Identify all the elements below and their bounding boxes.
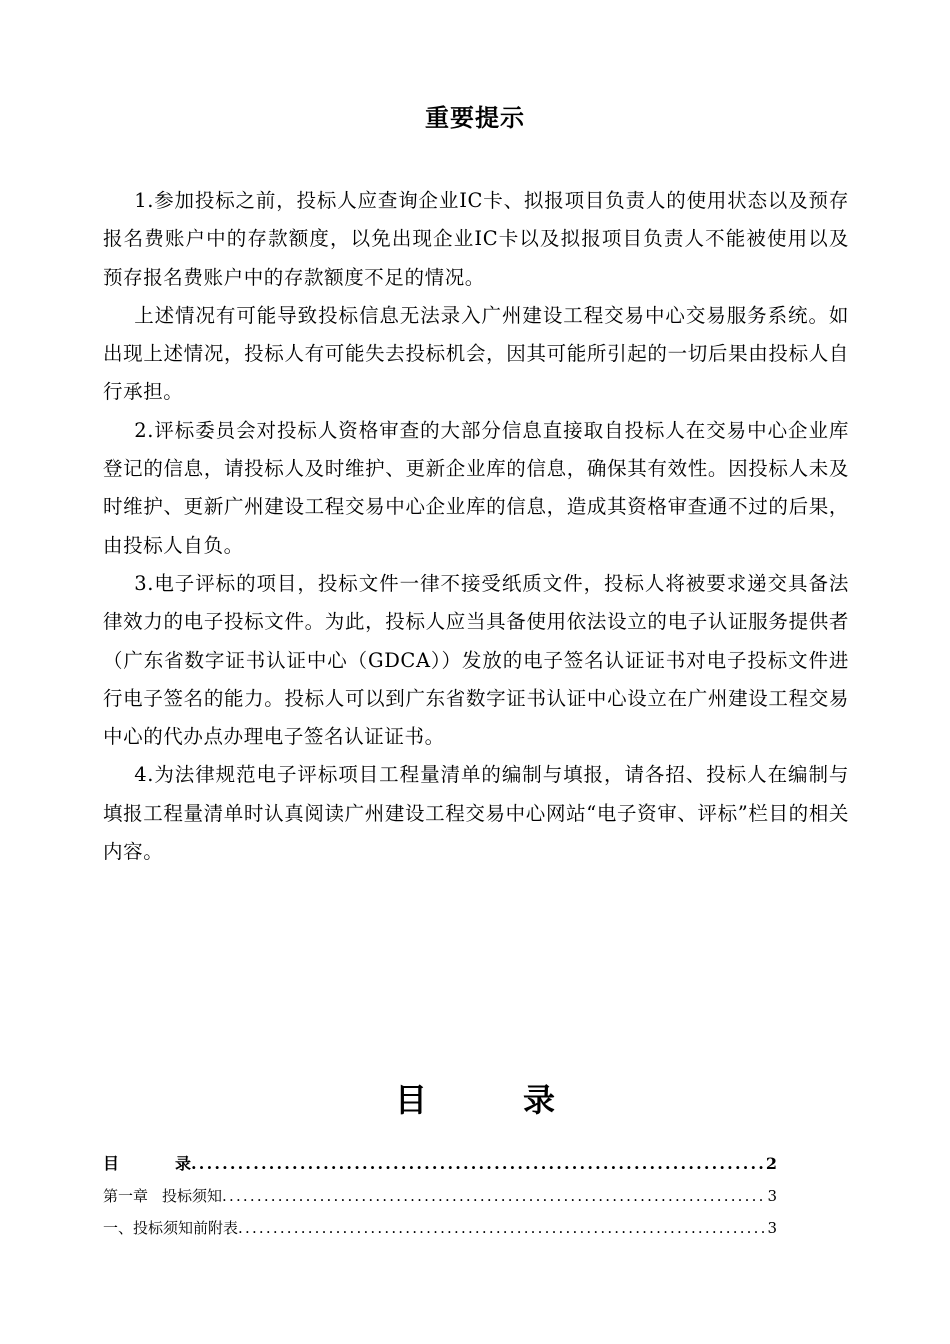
notice-title: 重要提示 <box>425 103 525 132</box>
toc-leader-dots <box>222 1180 765 1212</box>
toc-title-char-1: 目 <box>394 1081 427 1119</box>
toc-entry-page: 2 <box>765 1154 777 1173</box>
notice-paragraph-1: 1.参加投标之前，投标人应查询企业IC卡、拟报项目负责人的使用状态以及预存报名费账户中的存款额度，以免出现企业IC卡以及拟报项目负责人不能被使用以及预存报名费账户中的存款额度不足的情况。 <box>103 189 849 289</box>
table-of-contents <box>103 1148 777 1244</box>
toc-leader-dots <box>238 1212 765 1244</box>
toc-entry-label: 一、投标须知前附表 <box>103 1219 239 1237</box>
toc-entry-label: 目 录 <box>103 1154 192 1173</box>
notice-paragraph-3: 2.评标委员会对投标人资格审查的大部分信息直接取自投标人在交易中心企业库登记的信息，请投标人及时维护、更新企业库的信息，确保其有效性。因投标人未及时维护、更新广州建设工程交易中心企业库的信息，造成其资格审查通不过的后果，由投标人自负。 <box>103 418 849 557</box>
toc-entry-page: 3 <box>767 1187 777 1205</box>
toc-title <box>0 1078 950 1122</box>
toc-title-char-2: 录 <box>523 1081 556 1119</box>
notice-paragraph-2: 上述情况有可能导致投标信息无法录入广州建设工程交易中心交易服务系统。如出现上述情况，投标人有可能失去投标机会，因其可能所引起的一切后果由投标人自行承担。 <box>103 303 849 404</box>
notice-paragraph-4: 3.电子评标的项目，投标文件一律不接受纸质文件，投标人将被要求递交具备法律效力的电子投标文件。为此，投标人应当具备使用依法设立的电子认证服务提供者（广东省数字证书认证中心（GDCA））发放的电子签名认证证书对电子投标文件进行电子签名的能力。投标人可以到广东省数字证书认证中心设立在广州建设工程交易中心的代办点办理电子签名认证证书。 <box>103 571 849 749</box>
toc-entry[interactable] <box>103 1212 777 1244</box>
toc-leader-dots <box>191 1148 764 1180</box>
notice-body <box>103 182 849 871</box>
toc-entry[interactable] <box>103 1180 777 1212</box>
notice-paragraph-5: 4.为法律规范电子评标项目工程量清单的编制与填报，请各招、投标人在编制与填报工程量清单时认真阅读广州建设工程交易中心网站“电子资审、评标”栏目的相关内容。 <box>103 763 849 864</box>
toc-entry-page: 3 <box>767 1219 777 1237</box>
toc-entry[interactable] <box>103 1148 777 1180</box>
toc-entry-label: 第一章 投标须知 <box>103 1187 223 1205</box>
